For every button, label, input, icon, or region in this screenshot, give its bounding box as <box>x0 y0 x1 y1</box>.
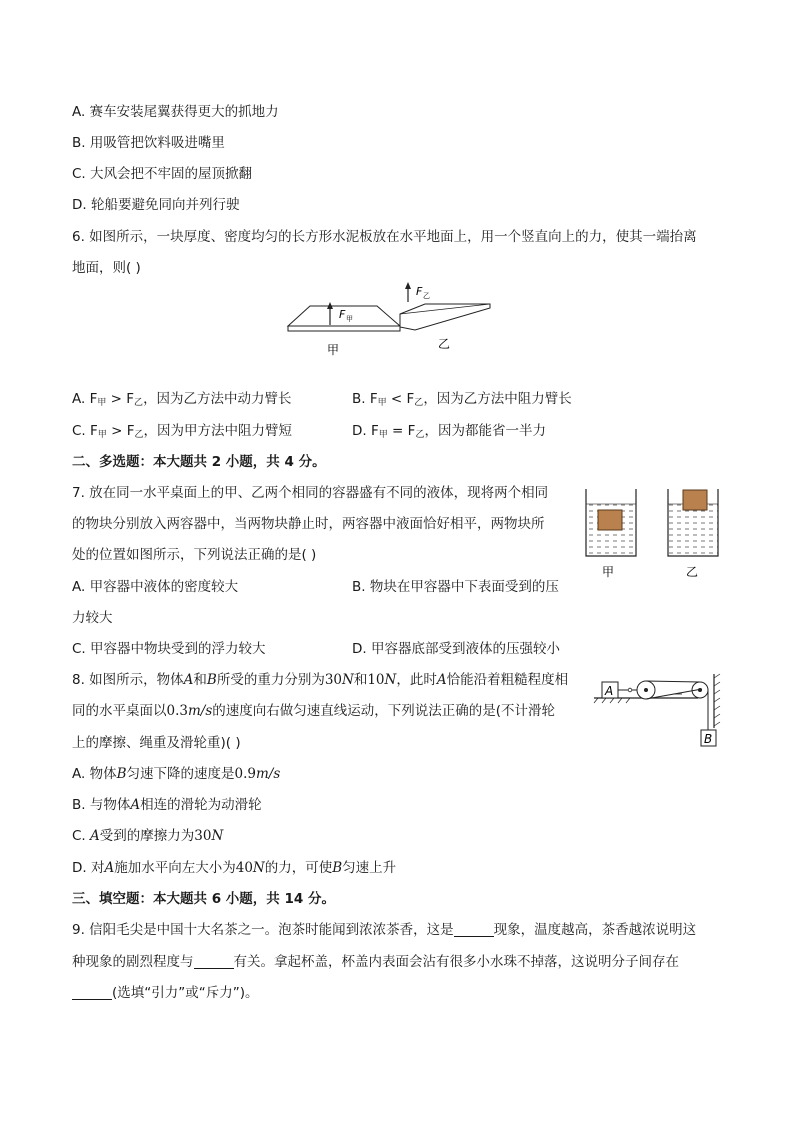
q8-option-a: A. 物体B匀速下降的速度是0.9m/s <box>72 766 281 782</box>
q7-option-b-line1: B. 物块在甲容器中下表面受到的压 <box>352 579 559 595</box>
q7-option-a: A. 甲容器中液体的密度较大 <box>72 579 239 595</box>
q9-line2: 种现象的剧烈程度与 有关。拿起杯盖，杯盖内表面会沾有很多小水珠不掉落，这说明分子间存在 <box>72 954 679 970</box>
q7-label-yi: 乙 <box>686 565 699 579</box>
q8-stem-line1: 8. 如图所示，物体A和B所受的重力分别为30N和10N，此时A恰能沿着粗糙程度相 <box>72 672 569 688</box>
plate-yi <box>400 304 490 330</box>
q9-line3: (选填“引力”或“斥力”)。 <box>72 983 259 1003</box>
q5-option-d: D. 轮船要避免同向并列行驶 <box>72 197 240 213</box>
q8-option-b: B. 与物体A相连的滑轮为动滑轮 <box>72 797 262 813</box>
q8-option-c: C. A受到的摩擦力为30N <box>72 828 224 844</box>
q5-option-b: B. 用吸管把饮料吸进嘴里 <box>72 135 225 151</box>
q7-stem-line3: 处的位置如图所示，下列说法正确的是( ) <box>72 547 317 563</box>
q6-option-d: D. $F_甲 = F_乙$，因为都能省一半力 <box>352 423 546 440</box>
liquid-yi <box>668 504 718 556</box>
q8-stem-line3: 上的摩擦、绳重及滑轮重)( ) <box>72 735 241 751</box>
q6-stem-line2: 地面，则( ) <box>72 260 141 276</box>
figure-label-yi: 乙 <box>438 337 451 351</box>
q7-stem-line1: 7. 放在同一水平桌面上的甲、乙两个相同的容器盛有不同的液体，现将两个相同 <box>72 485 549 501</box>
q8-option-d: D. 对A施加水平向左大小为40N的力，可使B匀速上升 <box>72 860 397 876</box>
force-sub-yi: 乙 <box>423 292 430 300</box>
q7-stem-line2: 的物块分别放入两容器中，当两物块静止时，两容器中液面恰好相平，两物块所 <box>72 516 545 532</box>
q7-option-b-line2: 力较大 <box>72 610 113 626</box>
force-label-jia: F <box>339 308 346 321</box>
block-yi <box>683 490 707 510</box>
block-b-label: B <box>704 732 713 746</box>
q6-option-c: C. $F_甲 > F_乙$，因为甲方法中阻力臂短 <box>72 423 292 440</box>
q6-stem-line1: 6. 如图所示，一块厚度、密度均匀的长方形水泥板放在水平地面上，用一个竖直向上的力，使其一端抬离 <box>72 229 697 245</box>
q6-option-b: B. $F_甲 < F_乙$，因为乙方法中阻力臂长 <box>352 391 572 408</box>
q9-blank-1[interactable] <box>454 922 494 937</box>
q6-option-a: A. $F_甲 > F_乙$，因为乙方法中动力臂长 <box>72 391 292 408</box>
force-sub-jia: 甲 <box>346 315 353 323</box>
block-a-label: A <box>605 684 614 698</box>
q7-option-c: C. 甲容器中物块受到的浮力较大 <box>72 641 266 657</box>
q7-option-d: D. 甲容器底部受到液体的压强较小 <box>352 641 560 657</box>
figure-label-jia: 甲 <box>327 343 340 357</box>
block-jia <box>598 510 622 530</box>
q7-figure <box>580 484 725 584</box>
q8-stem-line2: 同的水平桌面以0.3m/s的速度向右做匀速直线运动，下列说法正确的是(不计滑轮 <box>72 703 556 719</box>
q8-figure <box>590 672 725 754</box>
q9-blank-2[interactable] <box>194 954 234 969</box>
section-3-title: 三、填空题：本大题共 6 小题，共 14 分。 <box>72 891 335 907</box>
q5-option-a: A. 赛车安装尾翼获得更大的抓地力 <box>72 104 279 120</box>
q6-figure <box>285 282 495 362</box>
q7-label-jia: 甲 <box>602 565 615 579</box>
section-2-title: 二、多选题：本大题共 2 小题，共 4 分。 <box>72 454 326 470</box>
force-label-yi: F <box>416 285 423 298</box>
q9-blank-3[interactable] <box>72 985 112 1000</box>
q5-option-c: C. 大风会把不牢固的屋顶掀翻 <box>72 166 253 182</box>
q9-line1: 9. 信阳毛尖是中国十大名茶之一。泡茶时能闻到浓浓茶香，这是 现象，温度越高，茶香越浓说明这 <box>72 922 697 938</box>
